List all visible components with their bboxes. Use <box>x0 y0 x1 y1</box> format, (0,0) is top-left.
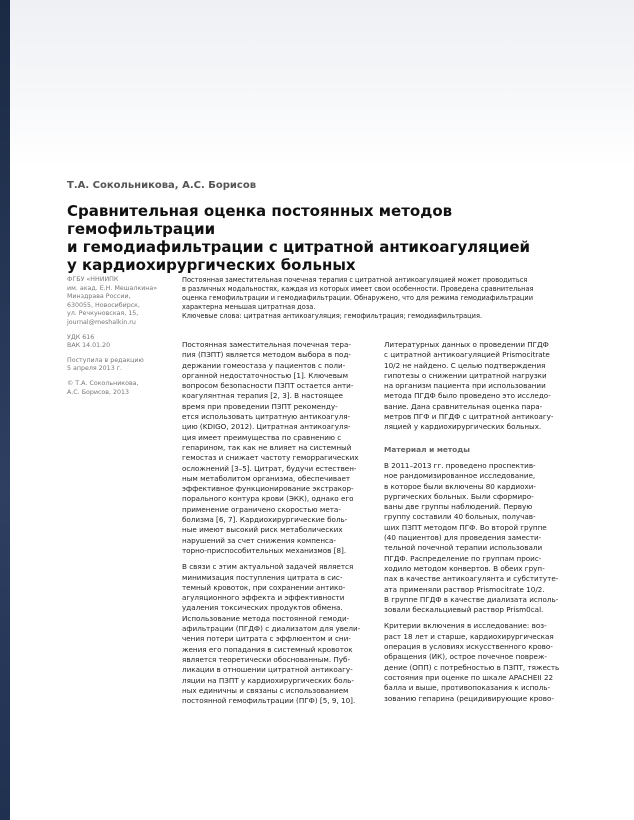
body-column-left <box>182 340 376 712</box>
text-line: ата применяли раствор Prismocitrate 10/2. <box>384 584 545 594</box>
text-line: раст 18 лет и старше, кардиохирургическая <box>384 631 554 641</box>
text-line: В 2011–2013 гг. проведено проспектив- <box>384 460 536 470</box>
keywords: Ключевые слова: цитратная антикоагуляция; гемофильтрация; гемодиафильтрация. <box>182 312 483 320</box>
text-line: в которое были включены 80 кардиохи- <box>384 481 537 491</box>
text-line: ляцией у кардиохирургических больных. <box>384 422 542 432</box>
text-line: минимизация поступления цитрата в сис- <box>182 572 343 582</box>
text-line: Критерии включения в исследование: воз- <box>384 621 547 631</box>
received-info <box>67 357 167 374</box>
text-line: время при проведении ПЗПТ рекоменду- <box>182 401 338 411</box>
text-line: ется использовать цитратную антикоагуля- <box>182 412 351 422</box>
title-line: и гемодиафильтрации с цитратной антикоагуляцией <box>67 238 531 256</box>
section-heading-methods: Материал и методы <box>384 444 470 454</box>
text-line: торно-приспособительных механизмов [8]. <box>182 545 347 555</box>
udk-line: УДК 616 <box>67 333 95 341</box>
text-line: состояния при оценке по шкале APACHEII 22 <box>384 672 554 682</box>
text-line: на организм пациента при использовании <box>384 381 546 391</box>
title-line: Сравнительная оценка постоянных методов гемофильтрации <box>67 202 453 238</box>
received-line: Поступила в редакцию <box>67 356 144 364</box>
text-line: чения потери цитрата с эффлюентом и сни- <box>182 634 351 644</box>
page-edge-strip <box>0 0 10 820</box>
text-line: группу составили 40 больных, получав- <box>384 512 536 522</box>
abstract <box>182 276 582 321</box>
article-title <box>67 202 587 274</box>
text-line: операция в условиях искусственного крово- <box>384 642 553 652</box>
affiliation-email: journal@meshalkin.ru <box>67 318 136 326</box>
text-line: гемостаз и снижает частоту геморрагических <box>182 453 359 463</box>
text-line: коагулянтная терапия [2, 3]. В настоящее <box>182 391 343 401</box>
text-line: ное рандомизированное исследование, <box>384 471 536 481</box>
text-line: 10/2 не найдено. С целью подтверждения <box>384 360 546 370</box>
text-line: В группе ПГДФ в качестве диализата исполь- <box>384 594 559 604</box>
paragraph <box>182 562 376 706</box>
text-line: цию (KDIGO, 2012). Цитратная антикоагуля- <box>182 422 351 432</box>
copyright-info <box>67 380 167 397</box>
text-line: Постоянная заместительная почечная тера- <box>182 340 351 349</box>
received-date: 5 апреля 2013 г. <box>67 365 123 373</box>
text-line: ные имеют высокий риск метаболических <box>182 525 343 535</box>
text-line: балла и выше, противопоказания к исполь- <box>384 683 551 693</box>
text-line: Использование метода постоянной гемоди- <box>182 613 350 623</box>
text-line: ших ПЗПТ методом ПГФ. Во второй группе <box>384 522 547 532</box>
text-line: ным метаболитом организма, обеспечивает <box>182 473 351 483</box>
text-line: В связи с этим актуальной задачей является <box>182 562 354 572</box>
text-line: ных единичны и связаны с использованием <box>182 685 349 695</box>
text-line: применение ограничено скоростью мета- <box>182 504 341 514</box>
text-line: зованию гепарина (рецидивирующие крово- <box>384 693 554 703</box>
paragraph <box>384 461 580 615</box>
text-line: с цитратной антикоагуляцией Prismocitrate <box>384 350 550 360</box>
text-line: держании гомеостаза у пациентов с поли- <box>182 360 346 370</box>
abstract-line: оценка гемофильтрации и гемодиафильтрации. Обнаружено, что для режима гемодиафильтрации <box>182 294 533 302</box>
text-line: жения его попадания в системный кровоток <box>182 644 353 654</box>
text-line: (40 пациентов) для проведения замести- <box>384 533 542 543</box>
vak-line: ВАК 14.01.20 <box>67 342 111 350</box>
copyright-line: А.С. Борисов, 2013 <box>67 388 130 396</box>
affiliation-line: ФГБУ «ННИИПК <box>67 276 119 283</box>
paragraph <box>384 340 580 433</box>
text-line: обращения (ИК), острое почечное повреж- <box>384 652 548 662</box>
text-line: темный кровоток, при сохранении антико- <box>182 582 346 592</box>
text-line: ПГДФ. Распределение по группам проис- <box>384 553 542 563</box>
affiliation <box>67 276 167 328</box>
text-line: порального контура крови (ЭКК), однако его <box>182 494 354 504</box>
text-line: зовали бескальциевый раствор Prism0cal. <box>384 605 544 615</box>
text-line: пия (ПЗПТ) является методом выбора в под- <box>182 350 352 360</box>
text-line: гепарином, так как не влияет на системный <box>182 442 352 452</box>
text-line: ваны две группы наблюдений. Первую <box>384 502 533 512</box>
text-line: афильтрации (ПГДФ) с диализатом для увели- <box>182 624 361 634</box>
text-line: ликации в отношении цитратной антикоагу- <box>182 665 353 675</box>
text-line: метров ПГФ и ПГДФ с цитратной антикоагу- <box>384 412 554 422</box>
text-line: удаления токсических продуктов обмена. <box>182 603 343 613</box>
paragraph <box>384 621 580 703</box>
abstract-line: Постоянная заместительная почечная терапия с цитратной антикоагуляцией может проводиться <box>182 276 528 284</box>
text-line: тельной почечной терапии использовали <box>384 543 543 553</box>
affiliation-line: им. акад. Е.Н. Мешалкина» <box>67 284 158 292</box>
affiliation-line: Минздрава России, <box>67 293 131 301</box>
text-line: гипотезы о снижении цитратной нагрузки <box>384 370 547 380</box>
text-line: вопросом безопасности ПЗПТ остается анти- <box>182 381 354 391</box>
body-column-right <box>384 340 580 710</box>
udk-info <box>67 334 167 351</box>
text-line: эффективное функционирование экстракор- <box>182 484 354 494</box>
text-line: осложнений [3–5]. Цитрат, будучи естествен- <box>182 463 357 473</box>
header-band <box>10 0 634 168</box>
abstract-line: в различных модальностях, каждая из которых имеет свои особенности. Проведена сравнительная <box>182 285 534 293</box>
copyright-line: © Т.А. Сокольникова, <box>67 379 139 387</box>
text-line: пах в качестве антикоагулянта и субституте- <box>384 574 559 584</box>
text-line: органной недостаточностью [1]. Ключевым <box>182 370 349 380</box>
authors: Т.А. Сокольникова, А.С. Борисов <box>67 180 257 191</box>
text-line: вание. Дана сравнительная оценка пара- <box>384 401 543 411</box>
affiliation-line: 630055, Новосибирск, <box>67 301 140 309</box>
text-line: является теоретически обоснованным. Пуб- <box>182 654 351 664</box>
text-line: Литературных данных о проведении ПГДФ <box>384 340 549 349</box>
text-line: метода ПГДФ было проведено это исследо- <box>384 391 551 401</box>
text-line: болизма [6, 7]. Кардиохирургические боль- <box>182 515 348 525</box>
text-line: постоянной гемофильтрации (ПГФ) [5, 9, 10]. <box>182 696 356 706</box>
title-line: у кардиохирургических больных <box>67 256 356 274</box>
text-line: агуляционного эффекта и эффективности <box>182 593 345 603</box>
text-line: ция имеет преимущества по сравнению с <box>182 432 342 442</box>
abstract-line: характерна меньшая цитратная доза. <box>182 303 316 311</box>
text-line: ляции на ПЗПТ у кардиохирургических боль- <box>182 675 354 685</box>
text-line: рургических больных. Были сформиро- <box>384 491 534 501</box>
paragraph <box>182 340 376 556</box>
text-line: дение (ОПП) с потребностью в ПЗПТ, тяжесть <box>384 662 560 672</box>
text-line: ходило методом конвертов. В обеих груп- <box>384 563 545 573</box>
text-line: нарушений за счет снижения компенса- <box>182 535 336 545</box>
sidebar-info <box>67 276 167 403</box>
affiliation-line: ул. Речкуновская, 15, <box>67 310 139 318</box>
